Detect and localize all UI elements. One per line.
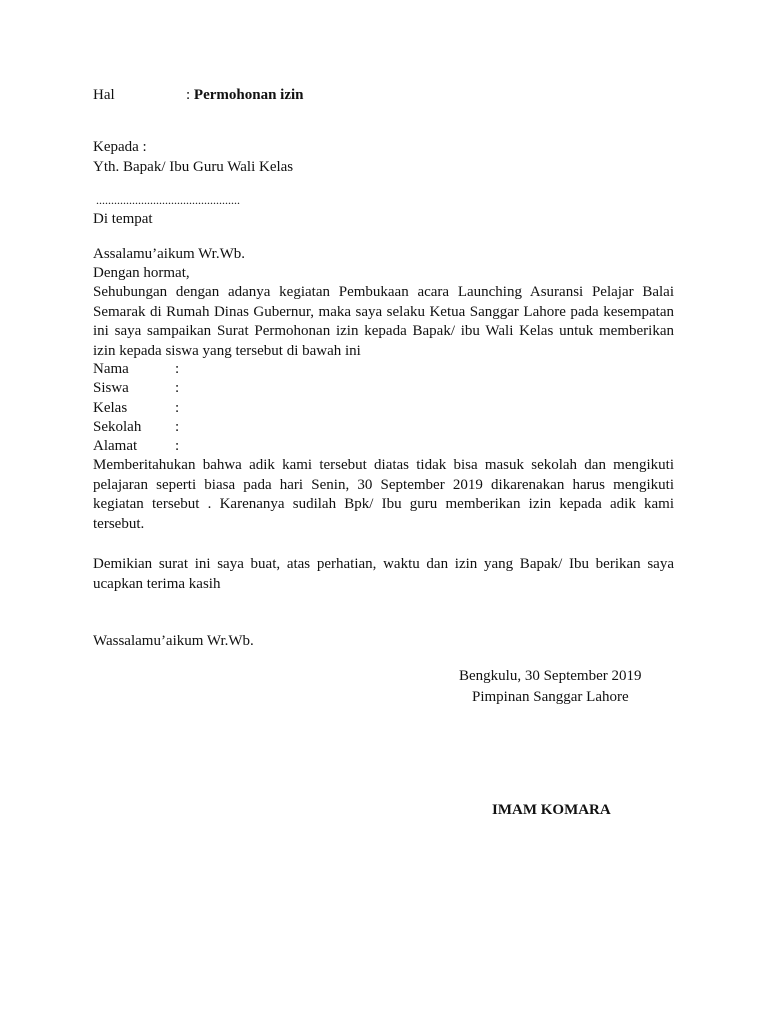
field-siswa: [93, 379, 179, 398]
paragraph-intro: Sehubungan dengan adanya kegiatan Pembukaan acara Launching Asuransi Pelajar Balai Semarak di Rumah Dinas Gubernur, maka saya selaku Ketua Sanggar Lahore pada kesempatan ini saya sampaikan Surat Permohonan izin kepada Bapak/ ibu Wali Kelas untuk memberikan izin kepada siswa yang tersebut di bawah ini: [93, 284, 674, 359]
greeting: Assalamu’aikum Wr.Wb.: [93, 246, 246, 262]
field-label: Kelas: [93, 400, 128, 416]
signature-name: IMAM KOMARA: [492, 802, 611, 818]
closing-salutation: Wassalamu’aikum Wr.Wb.: [93, 633, 254, 649]
field-colon: :: [175, 361, 180, 377]
field-label: Sekolah: [93, 419, 142, 435]
signature-title: Pimpinan Sanggar Lahore: [472, 689, 629, 705]
field-label: Alamat: [93, 438, 138, 454]
field-colon: :: [175, 380, 180, 396]
subject-colon: :: [186, 87, 191, 103]
subject-label: Hal: [93, 87, 115, 103]
field-colon: :: [175, 419, 180, 435]
field-kelas: [93, 399, 179, 418]
field-colon: :: [175, 400, 180, 416]
paragraph-closing: Demikian surat ini saya buat, atas perhatian, waktu dan izin yang Bapak/ Ibu berikan saya ucapkan terima kasih: [93, 556, 674, 592]
recipient-dots: ................................................: [96, 193, 240, 207]
field-nama: [93, 360, 179, 379]
recipient-place: Di tempat: [93, 211, 153, 227]
subject-value: Permohonan izin: [193, 87, 304, 103]
respect-line: Dengan hormat,: [93, 265, 190, 281]
field-colon: :: [175, 438, 180, 454]
signature-place-date: Bengkulu, 30 September 2019: [459, 668, 642, 684]
recipient-to: Yth. Bapak/ Ibu Guru Wali Kelas: [93, 159, 294, 175]
field-label: Siswa: [93, 380, 129, 396]
field-label: Nama: [93, 361, 129, 377]
field-sekolah: [93, 418, 179, 437]
field-alamat: [93, 437, 179, 456]
subject-line: [186, 87, 304, 104]
recipient-kepada: Kepada :: [93, 139, 147, 155]
paragraph-notice: Memberitahukan bahwa adik kami tersebut diatas tidak bisa masuk sekolah dan mengikuti pelajaran seperti biasa pada hari Senin, 30 September 2019 dikarenakan harus mengikuti kegiatan tersebut . Karenanya sudilah Bpk/ Ibu guru memberikan izin kepada adik kami tersebut.: [93, 457, 674, 532]
